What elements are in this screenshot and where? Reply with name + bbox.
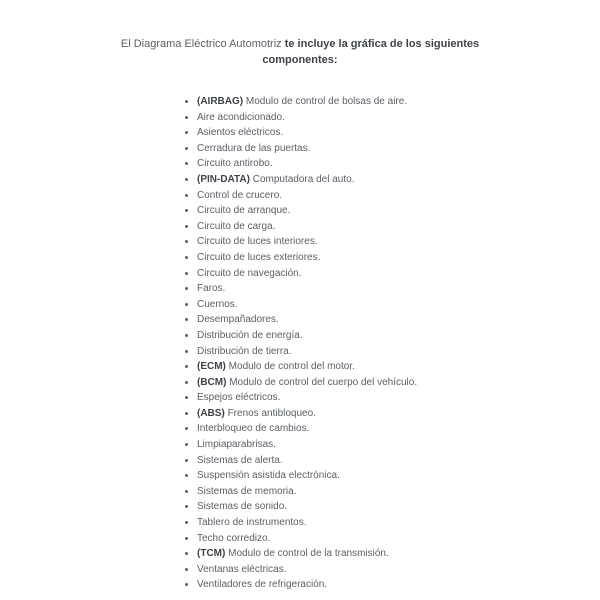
list-item [197, 562, 600, 578]
list-item [197, 406, 600, 422]
list-item [197, 468, 600, 484]
list-item [197, 328, 600, 344]
component-label: Desempañadores. [197, 314, 279, 326]
list-item [197, 375, 600, 391]
component-label: Ventanas eléctricas. [197, 563, 287, 575]
components-list [0, 94, 600, 593]
list-item [197, 437, 600, 453]
list-item [197, 344, 600, 360]
list-item [197, 546, 600, 562]
page-title [116, 36, 484, 68]
list-item [197, 188, 600, 204]
component-code: (ABS) [197, 407, 225, 419]
component-label: Tablero de instrumentos. [197, 517, 307, 529]
component-code: (PIN-DATA) [197, 173, 250, 185]
list-item [197, 203, 600, 219]
component-code: (ECM) [197, 361, 226, 373]
component-label: Circuito de arranque. [197, 205, 291, 217]
component-label: Circuito antirobo. [197, 158, 273, 170]
component-label: Asientos eléctricos. [197, 127, 284, 139]
list-item [197, 531, 600, 547]
list-item [197, 219, 600, 235]
list-item [197, 141, 600, 157]
list-item [197, 499, 600, 515]
component-label: Control de crucero. [197, 189, 283, 201]
list-item [197, 94, 600, 110]
list-item [197, 577, 600, 593]
list-item [197, 125, 600, 141]
list-item [197, 266, 600, 282]
page-title-bold: te incluye la gráfica de los siguientes componentes: [262, 38, 480, 66]
component-label: Sistemas de alerta. [197, 454, 283, 466]
page-title-regular: El Diagrama Eléctrico Automotriz [120, 38, 282, 50]
component-label: Modulo de control de la transmisión. [228, 548, 389, 560]
component-label: Modulo de control del motor. [228, 361, 355, 373]
component-label: Modulo de control de bolsas de aire. [245, 96, 408, 107]
list-item [197, 312, 600, 328]
component-label: Aire acondicionado. [197, 111, 285, 123]
component-label: Cuernos. [197, 298, 238, 310]
list-item [197, 234, 600, 250]
component-label: Circuito de carga. [197, 220, 276, 232]
component-label: Sistemas de sonido. [197, 501, 288, 513]
component-label: Suspensión asistida electrónica. [197, 470, 340, 482]
list-item [197, 110, 600, 126]
component-label: Frenos antibloqueo. [227, 407, 316, 419]
component-code: (BCM) [197, 376, 227, 388]
component-label: Faros. [197, 283, 226, 295]
component-label: Techo corredizo. [197, 532, 271, 544]
component-label: Sistemas de memoria. [197, 485, 297, 497]
component-label: Circuito de navegación. [197, 267, 302, 279]
list-item [197, 421, 600, 437]
list-item [197, 359, 600, 375]
component-code: (AIRBAG) [197, 96, 244, 107]
component-label: Espejos eléctricos. [197, 392, 281, 404]
list-item [197, 515, 600, 531]
list-item [197, 250, 600, 266]
list-item [197, 297, 600, 313]
list-item [197, 484, 600, 500]
component-label: Limpiaparabrisas. [197, 439, 276, 451]
component-label: Computadora del auto. [252, 173, 355, 185]
component-code: (TCM) [197, 548, 226, 560]
list-item [197, 172, 600, 188]
component-label: Interbloqueo de cambios. [197, 423, 310, 435]
list-item [197, 281, 600, 297]
component-label: Ventiladores de refrigeración. [197, 579, 328, 591]
component-label: Circuito de luces exteriores. [197, 251, 321, 263]
component-label: Modulo de control del cuerpo del vehículo. [229, 376, 418, 388]
list-item [197, 156, 600, 172]
component-label: Circuito de luces interiores. [197, 236, 318, 248]
list-item [197, 390, 600, 406]
list-item [197, 453, 600, 469]
component-label: Distribución de energía. [197, 329, 303, 341]
component-label: Distribución de tierra. [197, 345, 292, 357]
component-label: Cerradura de las puertas. [197, 142, 311, 154]
